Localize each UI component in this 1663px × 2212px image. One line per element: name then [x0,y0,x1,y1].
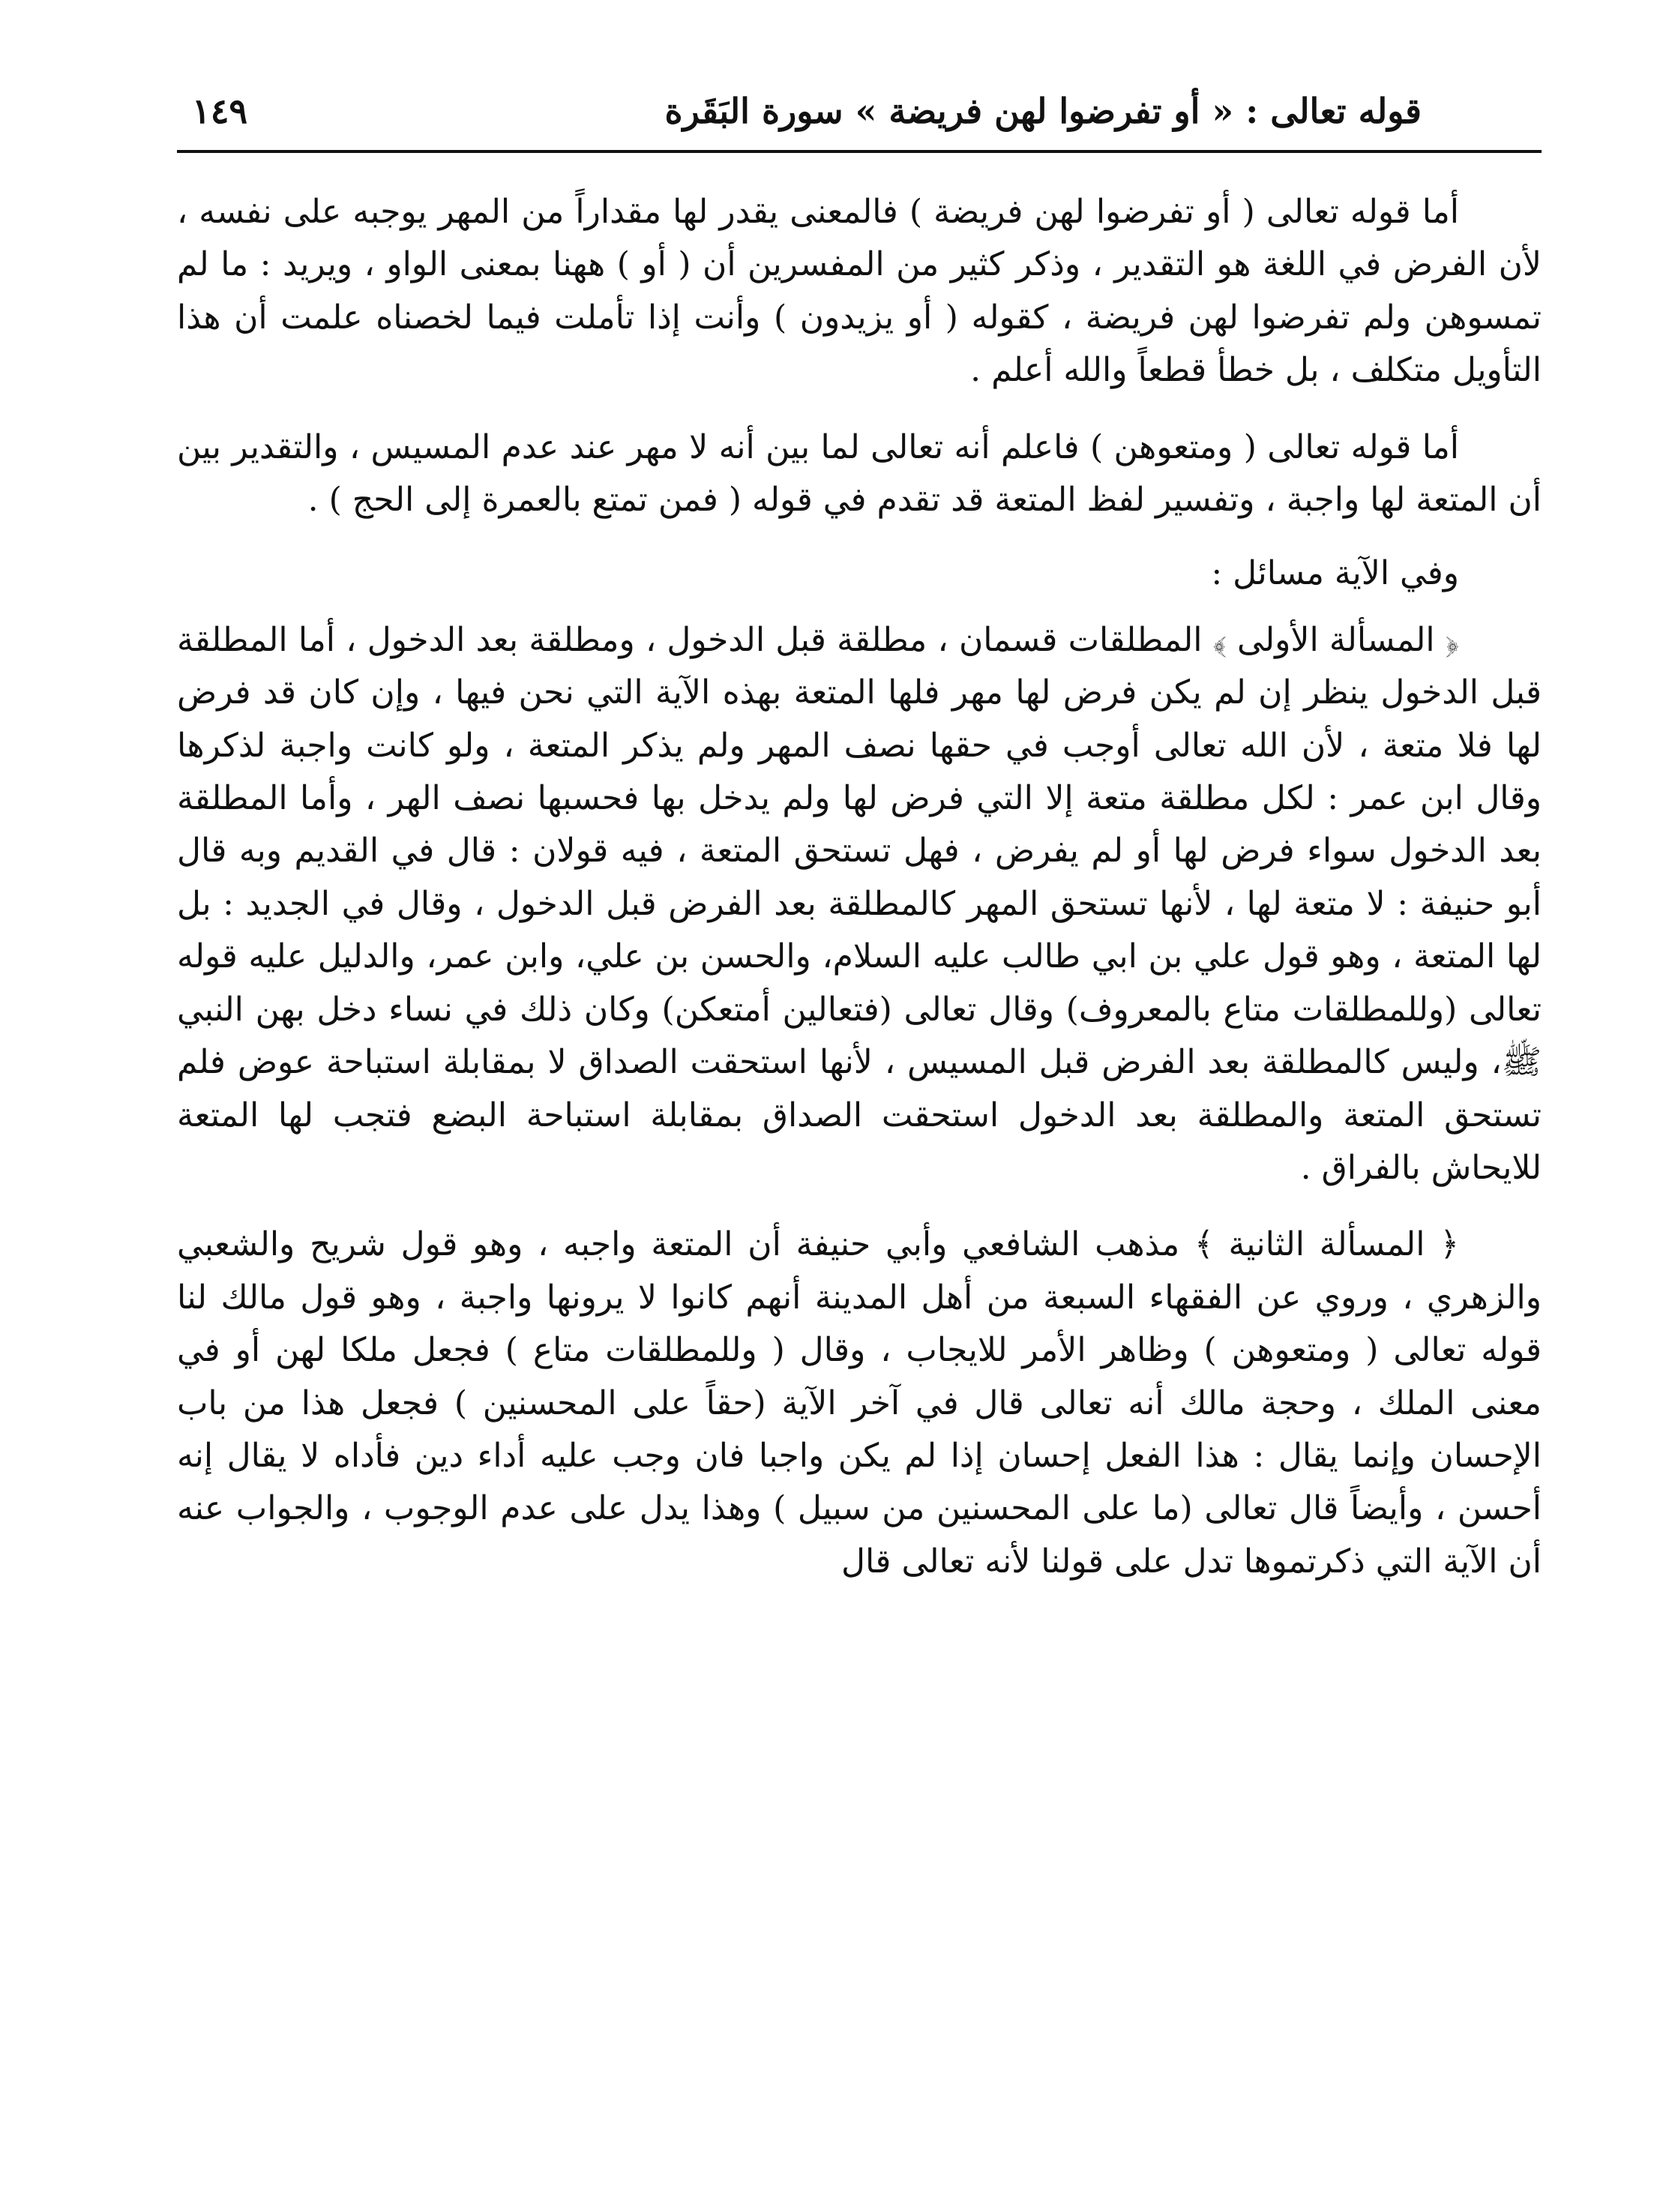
section-intro: وفي الآية مسائل : [1211,554,1459,593]
paragraph-1: أما قوله تعالى ( أو تفرضوا لهن فريضة ) فالمعنى يقدر لها مقداراً من المهر يوجبه على نفسه ، لأن الفرض في اللغة هو التقدير ، وذكر كثير من المفسرين أن ( أو ) ههنا بمعنى الواو ، ويريد : ما لم تمسوهن ولم تفرضوا لهن فريضة ، كقوله ( أو يزيدون ) وأنت إذا تأملت فيما لخصناه علمت أن هذا التأويل متكلف ، بل خطأ قطعاً والله أعلم . [177,193,1542,390]
paragraph-second-issue: ﴿ المسألة الثانية ﴾ مذهب الشافعي وأبي حنيفة أن المتعة واجبه ، وهو قول شريح والشعبي والزهري ، وروي عن الفقهاء السبعة من أهل المدينة أنهم كانوا لا يرونها واجبة ، وهو قول مالك لنا قوله تعالى ( ومتعوهن ) وظاهر الأمر للايجاب ، وقال ( وللمطلقات متاع ) فجعل ملكا لهن أو في معنى الملك ، وحجة مالك أنه تعالى قال في آخر الآية (حقاً على المحسنين ) فجعل هذا من باب الإحسان وإنما يقال : هذا الفعل إحسان إذا لم يكن واجبا فان وجب عليه أداء دين فأداه لا يقال إنه أحسن ، وأيضاً قال تعالى (ما على المحسنين من سبيل ) وهذا يدل على عدم الوجوب ، والجواب عنه أن الآية التي ذكرتموها تدل على قولنا لأنه تعالى قال [177,1225,1542,1581]
paragraph-2: أما قوله تعالى ( ومتعوهن ) فاعلم أنه تعالى لما بين أنه لا مهر عند عدم المسيس ، والتقدير بين أن المتعة لها واجبة ، وتفسير لفظ المتعة قد تقدم في قوله ( فمن تمتع بالعمرة إلى الحج ) . [177,427,1542,520]
page-number: ١٤٩ [192,91,248,131]
paragraph-first-issue: ﴿ المسألة الأولى ﴾ المطلقات قسمان ، مطلقة قبل الدخول ، ومطلقة بعد الدخول ، أما المطلقة قبل الدخول ينظر إن لم يكن فرض لها مهر فلها المتعة بهذه الآية التي نحن فيها ، وإن كان قد فرض لها فلا متعة ، لأن الله تعالى أوجب في حقها نصف المهر ولم يذكر المتعة ، ولو كانت واجبة لذكرها وقال ابن عمر : لكل مطلقة متعة إلا التي فرض لها ولم يدخل بها فحسبها نصف الهر ، وأما المطلقة بعد الدخول سواء فرض لها أو لم يفرض ، فهل تستحق المتعة ، فيه قولان : قال في القديم وبه قال أبو حنيفة : لا متعة لها ، لأنها تستحق المهر كالمطلقة بعد الفرض قبل الدخول ، وقال في الجديد : بل لها المتعة ، وهو قول علي بن ابي طالب عليه السلام، والحسن بن علي، وابن عمر، والدليل عليه قوله تعالى (وللمطلقات متاع بالمعروف) وقال تعالى (فتعالين أمتعكن) وكان ذلك في نساء دخل بهن النبي ﷺ، وليس كالمطلقة بعد الفرض قبل المسيس ، لأنها استحقت الصداق لا بمقابلة استباحة عوض فلم تستحق المتعة والمطلقة بعد الدخول استحقت الصداق بمقابلة استباحة البضع فتجب لها المتعة للايحاش بالفراق . [177,620,1542,1187]
running-header [177,72,1542,153]
page-body [177,186,1542,1588]
book-page [177,72,1542,2172]
header-title: قوله تعالى : « أو تفرضوا لهن فريضة » سورة البَقَرة [664,91,1422,131]
